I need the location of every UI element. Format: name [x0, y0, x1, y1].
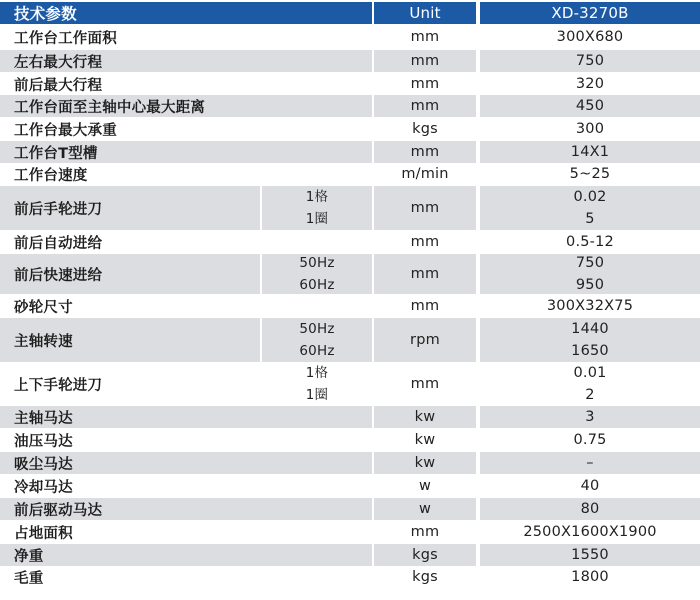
- row-name: 工作台面至主轴中心最大距离: [0, 95, 372, 117]
- row-value: –: [480, 452, 700, 474]
- table-row: [0, 452, 700, 474]
- row-unit: mm: [374, 186, 476, 230]
- row-name: 工作台最大承重: [14, 122, 117, 139]
- row-values: [480, 363, 700, 405]
- table-header: [0, 2, 700, 24]
- row-value: 950: [575, 277, 605, 293]
- row-unit: kw: [414, 432, 436, 448]
- row-value: 1800: [571, 569, 609, 585]
- row-value: 1650: [571, 343, 609, 359]
- row-sub-label: 1格: [305, 189, 329, 205]
- header-unit: Unit: [374, 2, 476, 24]
- table-row: [0, 544, 700, 566]
- table-row: [0, 73, 700, 95]
- row-unit: kw: [374, 406, 476, 428]
- row-unit: mm: [410, 524, 440, 540]
- row-sub-label: 50Hz: [299, 321, 335, 337]
- row-value: 300: [575, 121, 605, 137]
- row-value: 750: [575, 255, 605, 271]
- table-row: [0, 521, 700, 543]
- row-name: 占地面积: [14, 525, 73, 542]
- row-unit: mm: [374, 50, 476, 72]
- table-row: [0, 163, 700, 185]
- row-name: 工作台工作面积: [14, 30, 117, 47]
- table-row: [0, 498, 700, 520]
- row-name: 前后自动进给: [14, 235, 103, 252]
- row-name: 工作台T型槽: [0, 141, 372, 163]
- row-values: [480, 318, 700, 362]
- row-value: 300X32X75: [546, 298, 634, 314]
- row-name: 油压马达: [14, 433, 73, 450]
- row-values: [480, 186, 700, 230]
- row-value: 1440: [571, 321, 609, 337]
- row-unit: mm: [374, 254, 476, 294]
- table-row: [0, 118, 700, 140]
- row-name: 毛重: [14, 570, 44, 587]
- table-row: [0, 231, 700, 253]
- row-name: 冷却马达: [14, 479, 73, 496]
- row-sub-label: 60Hz: [299, 277, 335, 293]
- row-unit: kgs: [412, 569, 438, 585]
- row-value: 0.01: [573, 365, 607, 381]
- row-unit: rpm: [374, 318, 476, 362]
- table-row: [0, 95, 700, 117]
- row-name: 前后最大行程: [14, 77, 103, 94]
- row-name: 主轴转速: [0, 318, 260, 362]
- row-name: 左右最大行程: [0, 50, 372, 72]
- row-value: 2: [585, 387, 595, 403]
- table-row: [0, 254, 700, 294]
- row-value: 0.75: [573, 432, 607, 448]
- row-unit: mm: [410, 234, 440, 250]
- row-unit: kw: [374, 452, 476, 474]
- row-name: 前后手轮进刀: [0, 186, 260, 230]
- row-value: 80: [480, 498, 700, 520]
- row-unit: mm: [374, 95, 476, 117]
- row-value: 5~25: [569, 166, 611, 182]
- table-row: [0, 429, 700, 451]
- row-value: 300X680: [556, 29, 624, 45]
- table-row: [0, 50, 700, 72]
- row-value: 5: [585, 211, 595, 227]
- row-value: 0.02: [573, 189, 607, 205]
- row-unit: w: [374, 498, 476, 520]
- row-values: [480, 254, 700, 294]
- row-name: 前后驱动马达: [0, 498, 372, 520]
- row-name: 前后快速进给: [0, 254, 260, 294]
- table-row: [0, 406, 700, 428]
- row-sub-label: 50Hz: [299, 255, 335, 271]
- table-row: [0, 318, 700, 362]
- row-value: 750: [480, 50, 700, 72]
- row-unit: mm: [410, 76, 440, 92]
- row-value: 0.5-12: [566, 234, 614, 250]
- row-unit: mm: [410, 29, 440, 45]
- row-sub-labels: [262, 186, 372, 230]
- header-name: 技术参数: [0, 2, 372, 24]
- row-value: 40: [580, 478, 600, 494]
- row-sub-label: 60Hz: [299, 343, 335, 359]
- row-sub-label: 1圈: [305, 387, 329, 403]
- row-sub-labels: [262, 254, 372, 294]
- row-sub-label: 1格: [305, 365, 329, 381]
- row-name: 砂轮尺寸: [14, 299, 73, 316]
- row-name: 工作台速度: [14, 167, 88, 184]
- row-unit: mm: [374, 141, 476, 163]
- table-row: [0, 186, 700, 230]
- row-sub-labels: [262, 363, 372, 405]
- row-value: 14X1: [480, 141, 700, 163]
- row-value: 450: [480, 95, 700, 117]
- row-value: 1550: [480, 544, 700, 566]
- row-name: 主轴马达: [0, 406, 372, 428]
- row-sub-label: 1圈: [305, 211, 329, 227]
- row-value: 320: [575, 76, 605, 92]
- table-row: [0, 475, 700, 497]
- table-row: [0, 566, 700, 588]
- row-unit: kgs: [412, 121, 438, 137]
- row-sub-labels: [262, 318, 372, 362]
- row-name: 上下手轮进刀: [14, 377, 103, 394]
- row-name: 净重: [0, 544, 372, 566]
- table-row: [0, 26, 700, 48]
- table-row: [0, 141, 700, 163]
- row-unit: m/min: [401, 166, 449, 182]
- row-unit: w: [418, 478, 432, 494]
- row-unit: kgs: [374, 544, 476, 566]
- row-value: 3: [480, 406, 700, 428]
- table-row: [0, 295, 700, 317]
- row-name: 吸尘马达: [0, 452, 372, 474]
- header-model: XD-3270B: [480, 2, 700, 24]
- row-value: 2500X1600X1900: [523, 524, 657, 540]
- row-unit: mm: [410, 298, 440, 314]
- row-unit: mm: [410, 376, 440, 392]
- table-row: [0, 363, 700, 405]
